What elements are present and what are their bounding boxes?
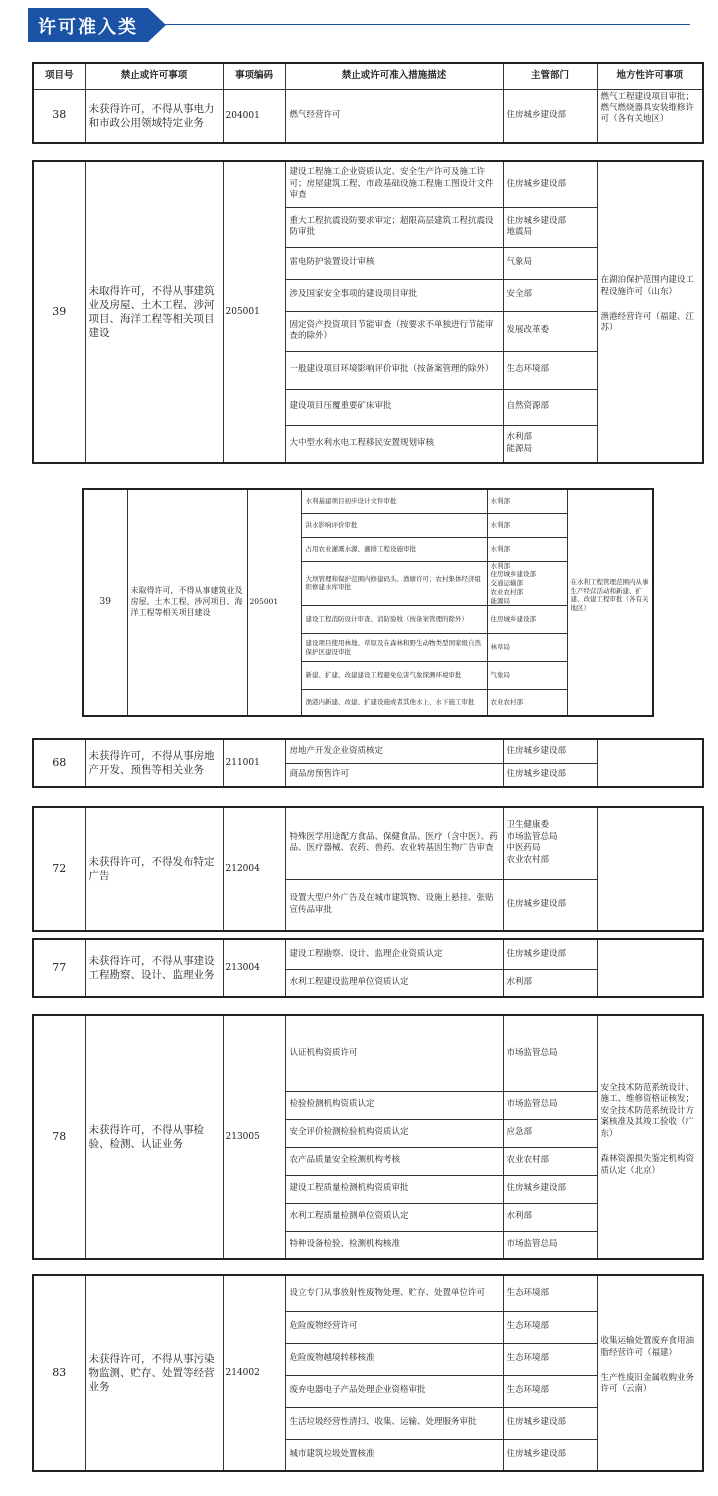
column-header: 主管部门 [503, 63, 597, 89]
local-permit [597, 161, 703, 463]
local-permit [597, 1015, 703, 1259]
local-permit [597, 739, 703, 787]
local-permit [597, 89, 703, 143]
table-row [33, 939, 703, 969]
measure-description: 建设工程消防设计审查、消防验收（按备案管理的除外） [301, 606, 487, 634]
department: 生态环境部 [503, 351, 597, 389]
item-code: 205001 [223, 161, 285, 463]
item-number: 39 [83, 489, 127, 716]
department: 生态环境部 [503, 1275, 597, 1311]
table-row [33, 1015, 703, 1091]
department: 自然资源部 [503, 389, 597, 425]
measure-description: 建设工程勘察、设计、监理企业资质认定 [285, 939, 503, 969]
permit-block-78 [32, 1014, 704, 1260]
item-code: 204001 [223, 89, 285, 143]
department: 水利部 [487, 537, 567, 561]
measure-description: 城市建筑垃圾处置核准 [285, 1439, 503, 1471]
table-row [33, 807, 703, 879]
measure-description: 固定资产投资项目节能审查（按要求不单独进行节能审查的除外） [285, 311, 503, 351]
table-row [33, 1275, 703, 1311]
local-permit-item: 生产性废旧金属收购业务许可（云南） [600, 1373, 695, 1395]
measure-description: 危险废物经营许可 [285, 1311, 503, 1343]
department: 生态环境部 [503, 1311, 597, 1343]
department: 农业农村部 [503, 1147, 597, 1175]
measure-description: 特殊医学用途配方食品、保健食品、医疗（含中医）、药品、医疗器械、农药、兽药、农业转基因生物广告审查 [285, 807, 503, 879]
item-code: 213004 [223, 939, 285, 997]
measure-description: 占用农业灌溉水源、灌排工程设施审批 [301, 537, 487, 561]
department: 住房城乡建设部 [503, 89, 597, 143]
measure-description: 安全评价检测检验机构资质认定 [285, 1119, 503, 1147]
table-row [33, 739, 703, 763]
department: 林草局 [487, 634, 567, 662]
department: 住房城乡建设部 [503, 739, 597, 763]
department: 气象局 [503, 247, 597, 279]
department: 气象局 [487, 662, 567, 690]
measure-description: 房地产开发企业资质核定 [285, 739, 503, 763]
department: 发展改革委 [503, 311, 597, 351]
measure-description: 设置大型户外广告及在城市建筑物、设施上悬挂、张贴宣传品审批 [285, 879, 503, 931]
measure-description: 认证机构资质许可 [285, 1015, 503, 1091]
measure-description: 水利基建项目初步设计文件审批 [301, 489, 487, 513]
department: 住房城乡建设部 [503, 1439, 597, 1471]
column-header: 事项编码 [223, 63, 285, 89]
department: 住房城乡建设部 地震局 [503, 207, 597, 247]
measure-description: 建设工程质量检测机构资质审批 [285, 1175, 503, 1203]
measure-description: 水利工程建设监理单位资质认定 [285, 969, 503, 997]
item-name: 未获得许可，不得从事建设工程勘察、设计、监理业务 [85, 939, 223, 997]
item-name: 未获得许可，不得从事房地产开发、预售等相关业务 [85, 739, 223, 787]
item-code: 214002 [223, 1275, 285, 1471]
permit-block-38 [32, 62, 704, 144]
measure-description: 涉及国家安全事项的建设项目审批 [285, 279, 503, 311]
table-row [33, 89, 703, 143]
measure-description: 废弃电器电子产品处理企业资格审批 [285, 1375, 503, 1407]
item-name: 未获得许可，不得从事污染物监测、贮存、处置等经营业务 [85, 1275, 223, 1471]
department: 水利部 能源局 [503, 425, 597, 463]
local-permit [567, 489, 653, 716]
department: 农业农村部 [487, 690, 567, 716]
item-number: 83 [33, 1275, 85, 1471]
permit-block-68 [32, 738, 704, 788]
permit-block-77 [32, 938, 704, 998]
column-header: 地方性许可事项 [597, 63, 703, 89]
banner-arrow-icon [148, 8, 166, 42]
item-name: 未获得许可，不得从事电力和市政公用领域特定业务 [85, 89, 223, 143]
local-permit-item: 渔港经营许可（福建、江苏） [600, 312, 695, 334]
permit-block-83 [32, 1274, 704, 1472]
measure-description: 一般建设项目环境影响评价审批（按备案管理的除外） [285, 351, 503, 389]
item-code: 213005 [223, 1015, 285, 1259]
table-row [83, 489, 653, 513]
item-number: 72 [33, 807, 85, 931]
measure-description: 特种设备检验、检测机构核准 [285, 1231, 503, 1259]
measure-description: 燃气经营许可 [285, 89, 503, 143]
department: 市场监管总局 [503, 1015, 597, 1091]
local-permit-item: 燃气工程建设项目审批；燃气燃烧器具安装维修许可（各有关地区） [600, 91, 695, 125]
local-permit-item: 在湖泊保护范围内建设工程设施许可（山东） [600, 275, 695, 297]
measure-description: 建设项目压覆重要矿床审批 [285, 389, 503, 425]
measure-description: 渔港内新建、改建、扩建设施或者其他水上、水下施工审批 [301, 690, 487, 716]
item-name: 未获得许可，不得发布特定广告 [85, 807, 223, 931]
measure-description: 雷电防护装置设计审核 [285, 247, 503, 279]
table-row [33, 161, 703, 207]
department: 住房城乡建设部 [503, 879, 597, 931]
measure-description: 洪水影响评价审批 [301, 513, 487, 537]
item-code: 211001 [223, 739, 285, 787]
measure-description: 大中型水利水电工程移民安置规划审核 [285, 425, 503, 463]
measure-description: 重大工程抗震设防要求审定；超限高层建筑工程抗震设防审批 [285, 207, 503, 247]
department: 安全部 [503, 279, 597, 311]
item-name: 未取得许可，不得从事建筑业及房屋、土木工程、涉河项目、海洋工程等相关项目建设 [85, 161, 223, 463]
department: 住房城乡建设部 [503, 161, 597, 207]
department: 住房城乡建设部 [503, 763, 597, 787]
department: 水利部 [487, 513, 567, 537]
table-header-row [33, 63, 703, 89]
local-permit-item: 在水利工程管理范围内从事生产经营活动和新建、扩建、改建工程审批（各有关地区） [570, 577, 649, 613]
measure-description: 生活垃圾经营性清扫、收集、运输、处理服务审批 [285, 1407, 503, 1439]
measure-description: 新建、扩建、改建建设工程避免危害气象探测环境审批 [301, 662, 487, 690]
measure-description: 建设工程施工企业资质认定、安全生产许可及施工许可；房屋建筑工程、市政基础设施工程施工图设计文件审查 [285, 161, 503, 207]
item-number: 39 [33, 161, 85, 463]
measure-description: 设立专门从事放射性废物处理、贮存、处置单位许可 [285, 1275, 503, 1311]
department: 水利部 住房城乡建设部 交通运输部 农业农村部 能源局 [487, 561, 567, 606]
department: 生态环境部 [503, 1375, 597, 1407]
local-permit-item: 森林资源损失鉴定机构资质认定（北京） [600, 1154, 695, 1176]
department: 住房城乡建设部 [503, 1175, 597, 1203]
item-number: 68 [33, 739, 85, 787]
department: 水利部 [503, 1203, 597, 1231]
permit-block-72 [32, 806, 704, 932]
column-header: 项目号 [33, 63, 85, 89]
department: 水利部 [487, 489, 567, 513]
measure-description: 建设项目使用林地、草原及在森林和野生动物类型国家级自然保护区建设审批 [301, 634, 487, 662]
measure-description: 商品房预售许可 [285, 763, 503, 787]
local-permit-item: 安全技术防范系统设计、施工、维修资格证核发；安全技术防范系统设计方案核准及其竣工验收（广东） [600, 1082, 695, 1139]
measure-description: 水利工程质量检测单位资质认定 [285, 1203, 503, 1231]
column-header: 禁止或许可事项 [85, 63, 223, 89]
item-number: 78 [33, 1015, 85, 1259]
department: 水利部 [503, 969, 597, 997]
local-permit-item: 收集运输处置废弃食用油脂经营许可（福建） [600, 1336, 695, 1358]
item-number: 77 [33, 939, 85, 997]
permit-block-39 [32, 160, 704, 464]
item-number: 38 [33, 89, 85, 143]
local-permit [597, 939, 703, 997]
department: 住房城乡建设部 [487, 606, 567, 634]
item-name: 未获得许可，不得从事检验、检测、认证业务 [85, 1015, 223, 1259]
permit-block-39 [82, 488, 654, 717]
column-header: 禁止或许可准入措施描述 [285, 63, 503, 89]
item-code: 205001 [247, 489, 301, 716]
measure-description: 大坝管理和保护范围内修建码头、渔塘许可；农村集体经济组织修建水库审批 [301, 561, 487, 606]
measure-description: 农产品质量安全检测机构考核 [285, 1147, 503, 1175]
banner-title: 许可准入类 [38, 17, 138, 38]
measure-description: 危险废物越境转移核准 [285, 1343, 503, 1375]
department: 市场监管总局 [503, 1231, 597, 1259]
department: 住房城乡建设部 [503, 939, 597, 969]
measure-description: 检验检测机构资质认定 [285, 1091, 503, 1119]
item-name: 未取得许可，不得从事建筑业及房屋、土木工程、涉河项目、海洋工程等相关项目建设 [127, 489, 247, 716]
local-permit [597, 1275, 703, 1471]
department: 住房城乡建设部 [503, 1407, 597, 1439]
department: 应急部 [503, 1119, 597, 1147]
department: 生态环境部 [503, 1343, 597, 1375]
section-banner [28, 8, 156, 42]
banner-rule [160, 24, 690, 25]
department: 市场监管总局 [503, 1091, 597, 1119]
item-code: 212004 [223, 807, 285, 931]
department: 卫生健康委 市场监管总局 中医药局 农业农村部 [503, 807, 597, 879]
local-permit [597, 807, 703, 931]
